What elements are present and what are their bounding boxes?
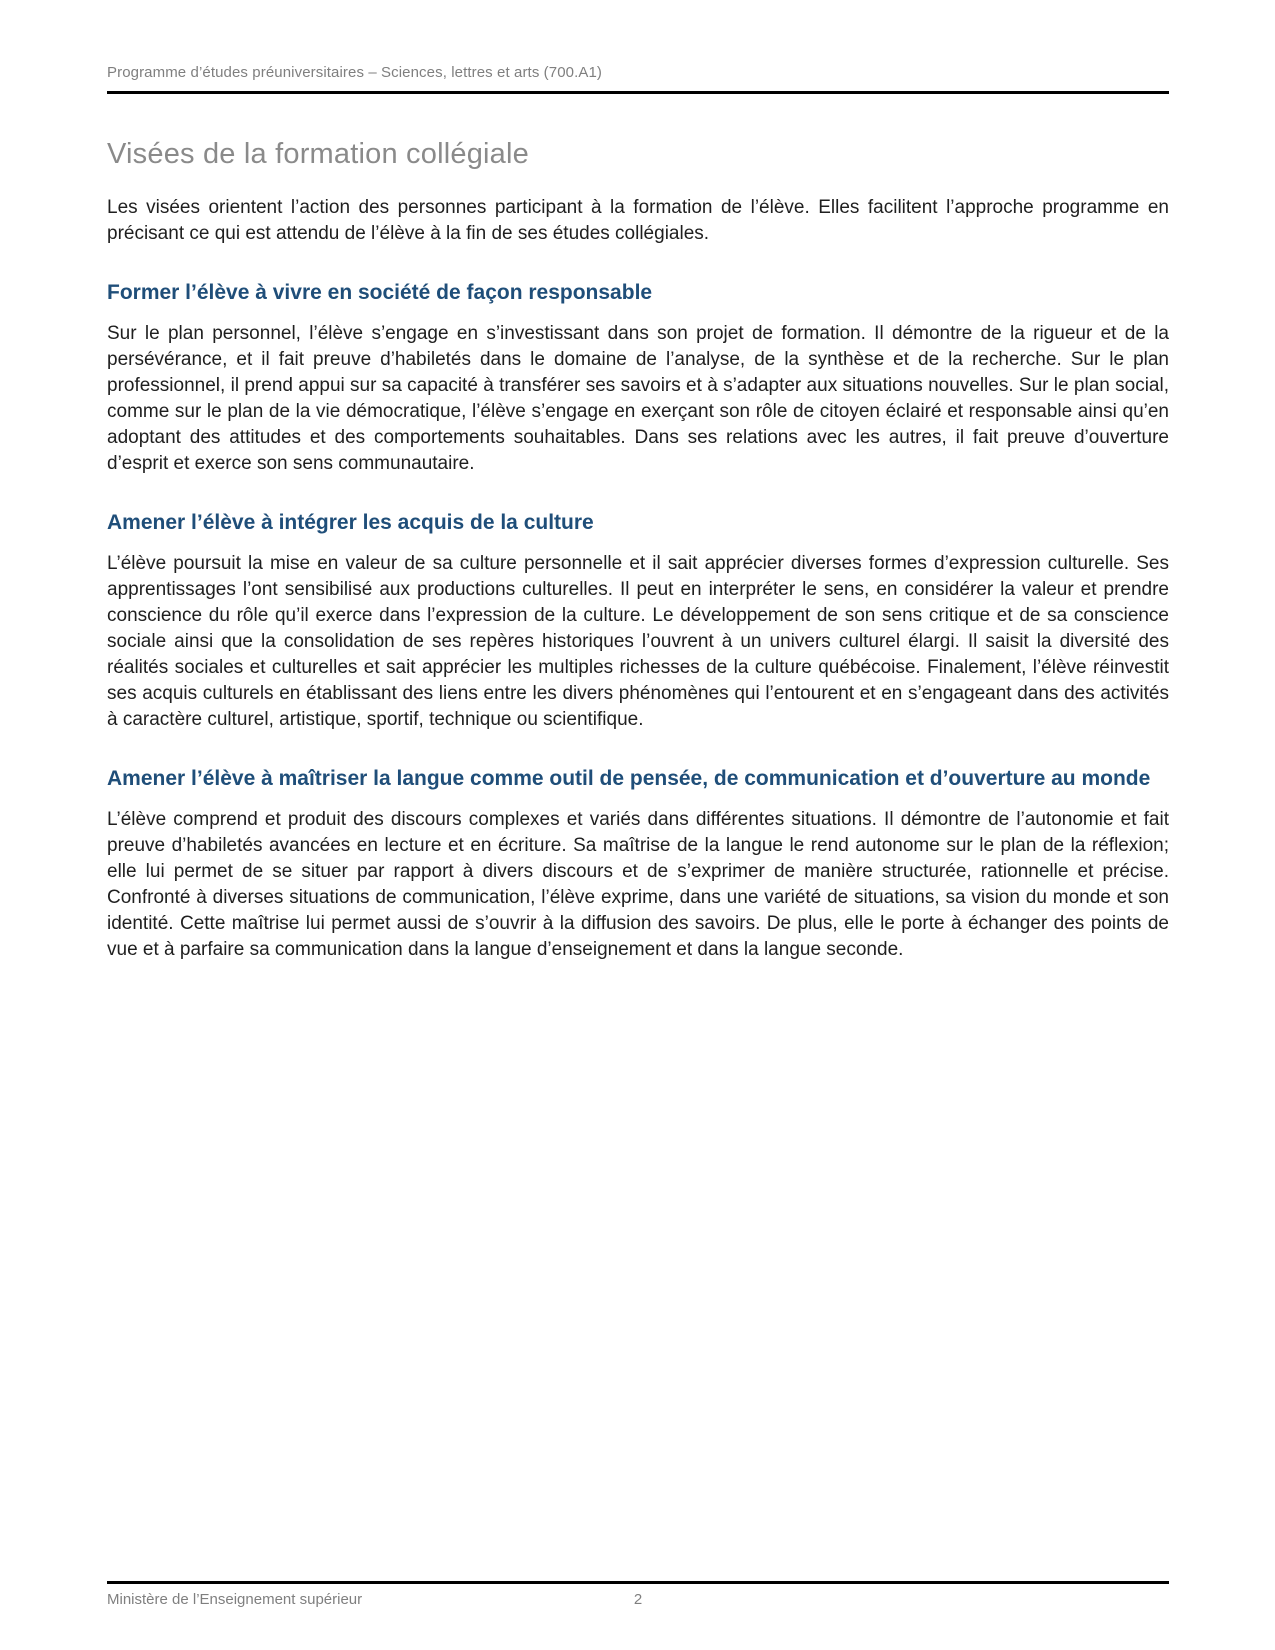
- section-vivre-en-societe: [107, 279, 1169, 477]
- page-title: Visées de la formation collégiale: [107, 138, 529, 170]
- section-paragraph: L’élève comprend et produit des discours complexes et variés dans différentes situations. Il démontre de l’autonomie et fait preuve d’habiletés avancées en lecture et en écriture. Sa maîtrise de la langue le rend autonome sur le plan de la réflexion; elle lui permet de se situer par rapport à divers discours et de s’exprimer de manière structurée, rationnelle et précise. Confronté à diverses situations de communication, l’élève exprime, dans une variété de situations, sa vision du monde et son identité. Cette maîtrise lui permet aussi de s’ouvrir à la diffusion des savoirs. De plus, elle le porte à échanger des points de vue et à parfaire sa communication dans la langue d’enseignement et dans la langue seconde.: [107, 809, 1169, 960]
- intro-paragraph: Les visées orientent l’action des personnes participant à la formation de l’élève. Elles facilitent l’approche programme en précisant ce qui est attendu de l’élève à la fin de ses études collégiales.: [107, 197, 1169, 244]
- running-footer: [107, 1581, 1169, 1609]
- section-heading: Amener l’élève à maîtriser la langue comme outil de pensée, de communication et d’ouverture au monde: [107, 767, 1151, 790]
- running-header-text: Programme d’études préuniversitaires – Sciences, lettres et arts (700.A1): [107, 64, 603, 81]
- section-maitriser-langue: [107, 765, 1169, 963]
- footer-ministry-text: Ministère de l’Enseignement supérieur: [107, 1591, 363, 1608]
- section-paragraph: L’élève poursuit la mise en valeur de sa culture personnelle et il sait apprécier diverses formes d’expression culturelle. Ses apprentissages l’ont sensibilisé aux productions culturelles. Il peut en interpréter le sens, en considérer la valeur et prendre conscience du rôle qu’il exerce dans l’expression de la culture. Le développement de son sens critique et de sa conscience sociale ainsi que la consolidation de ses repères historiques l’ouvrent à un univers culturel élargi. Il saisit la diversité des réalités sociales et culturelles et sait apprécier les multiples richesses de la culture québécoise. Finalement, l’élève réinvestit ses acquis culturels en établissant des liens entre les divers phénomènes qui l’entourent et en s’engageant dans des activités à caractère culturel, artistique, sportif, technique ou scientifique.: [107, 553, 1169, 730]
- section-heading: Amener l’élève à intégrer les acquis de la culture: [107, 511, 594, 534]
- page-content: [107, 64, 1169, 982]
- section-paragraph: Sur le plan personnel, l’élève s’engage en s’investissant dans son projet de formation. Il démontre de la rigueur et de la persévérance, et il fait preuve d’habiletés dans le domaine de l’analyse, de la synthèse et de la recherche. Sur le plan professionnel, il prend appui sur sa capacité à transférer ses savoirs et à s’adapter aux situations nouvelles. Sur le plan social, comme sur le plan de la vie démocratique, l’élève s’engage en exerçant son rôle de citoyen éclairé et responsable ainsi qu’en adoptant des attitudes et des comportements souhaitables. Dans ses relations avec les autres, il fait preuve d’ouverture d’esprit et exerce son sens communautaire.: [107, 323, 1169, 474]
- section-acquis-culture: [107, 509, 1169, 733]
- footer-page-number: 2: [633, 1591, 643, 1608]
- section-heading: Former l’élève à vivre en société de façon responsable: [107, 281, 653, 304]
- running-header: [107, 64, 1169, 94]
